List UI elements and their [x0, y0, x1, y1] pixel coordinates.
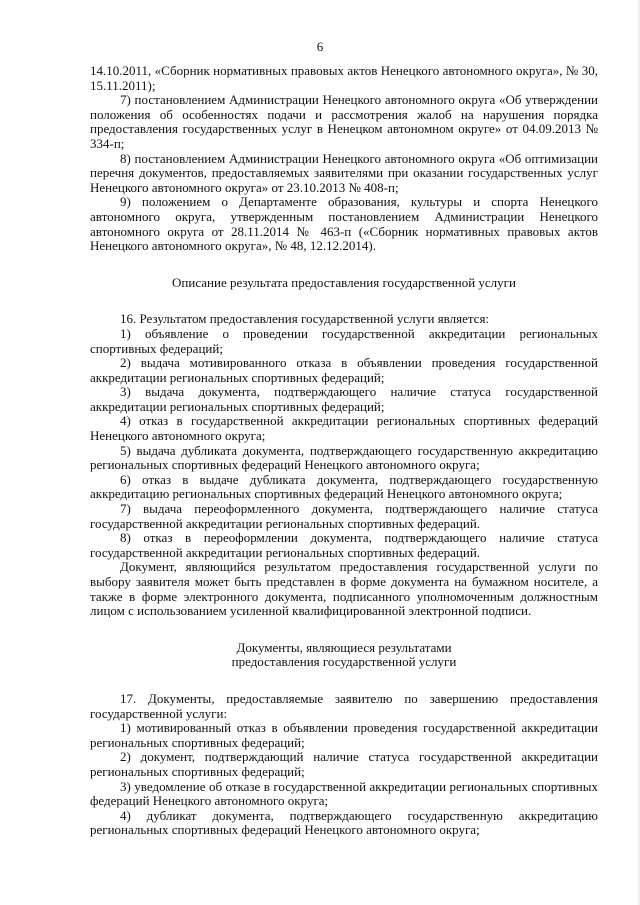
paragraph: 17. Документы, предоставляемые заявителю по завершению предоставления государственной услуги: [90, 690, 598, 721]
list-item: 1) мотивированный отказ в объявлении проведения государственной аккредитации региональных спортивных федераций; [90, 720, 598, 750]
section-heading-result-documents [90, 641, 598, 670]
list-item: 2) документ, подтверждающий наличие статуса государственной аккредитации региональных спортивных федераций; [90, 749, 598, 779]
list-item: 4) отказ в государственной аккредитации региональных спортивных федераций Ненецкого автономного округа; [90, 413, 598, 444]
paragraph: 8) постановлением Администрации Ненецкого автономного округа «Об оптимизации перечня документов, предоставляемых заявителями при оказании государственных услуг Ненецкого автономного округа» от 23.10.2013 № 408-п; [90, 150, 598, 195]
heading-line: предоставления государственной услуги [231, 654, 457, 670]
list-item: 1) объявление о проведении государственной аккредитации региональных спортивных федераций; [90, 325, 598, 356]
list-item: 3) выдача документа, подтверждающего наличие статуса государственной аккредитации региональных спортивных федераций; [90, 384, 598, 414]
list-item: 3) уведомление об отказе в государственной аккредитации региональных спортивных федераций Ненецкого автономного округа; [90, 778, 598, 809]
list-item: 2) выдача мотивированного отказа в объявлении проведения государственной аккредитации региональных спортивных федераций; [90, 355, 598, 385]
heading-line: Документы, являющиеся результатами [236, 639, 452, 655]
list-item: 7) выдача переоформленного документа, подтверждающего наличие статуса государственной аккредитации региональных спортивных федераций. [90, 501, 598, 531]
list-item: 5) выдача дубликата документа, подтверждающего государственную аккредитацию региональных спортивных федераций Ненецкого автономного округа; [90, 442, 598, 473]
paragraph: 16. Результатом предоставления государственной услуги является: [120, 311, 490, 327]
list-item: 4) дубликат документа, подтверждающего государственную аккредитацию региональных спортивных федераций Ненецкого автономного округа; [90, 807, 598, 838]
paragraph: 14.10.2011, «Сборник нормативных правовых актов Ненецкого автономного округа», № 30, 15.11.2011); [90, 63, 598, 93]
paragraph: 9) положением о Департаменте образования, культуры и спорта Ненецкого автономного округа, утвержденным постановлением Администрации Ненецкого автономного округа от 28.11.2014 № 463-п («Сборник нормативных правовых актов Ненецкого автономного округа», № 48, 12.12.2014). [90, 194, 598, 254]
paragraph: Документ, являющийся результатом предоставления государственной услуги по выбору заявителя может быть представлен в форме документа на бумажном носителе, а также в форме электронного документа, подписанного уполномоченным должностным лицом с использованием усиленной квалифицированной электронной подписи. [90, 559, 598, 619]
page-number: 6 [316, 39, 324, 54]
paragraph: 7) постановлением Администрации Ненецкого автономного округа «Об утверждении положения об особенностях подачи и рассмотрения жалоб на нарушения порядка предоставления государственных услуг в Ненецком автономном округе» от 04.09.2013 № 334-п; [90, 92, 598, 151]
list-item: 8) отказ в переоформлении документа, подтверждающего наличие статуса государственной аккредитации региональных спортивных федераций. [90, 530, 598, 560]
list-item: 6) отказ в выдаче дубликата документа, подтверждающего государственную аккредитацию региональных спортивных федераций Ненецкого автономного округа; [90, 471, 598, 502]
section-heading-result-description: Описание результата предоставления государственной услуги [172, 274, 516, 290]
document-body [90, 64, 598, 838]
